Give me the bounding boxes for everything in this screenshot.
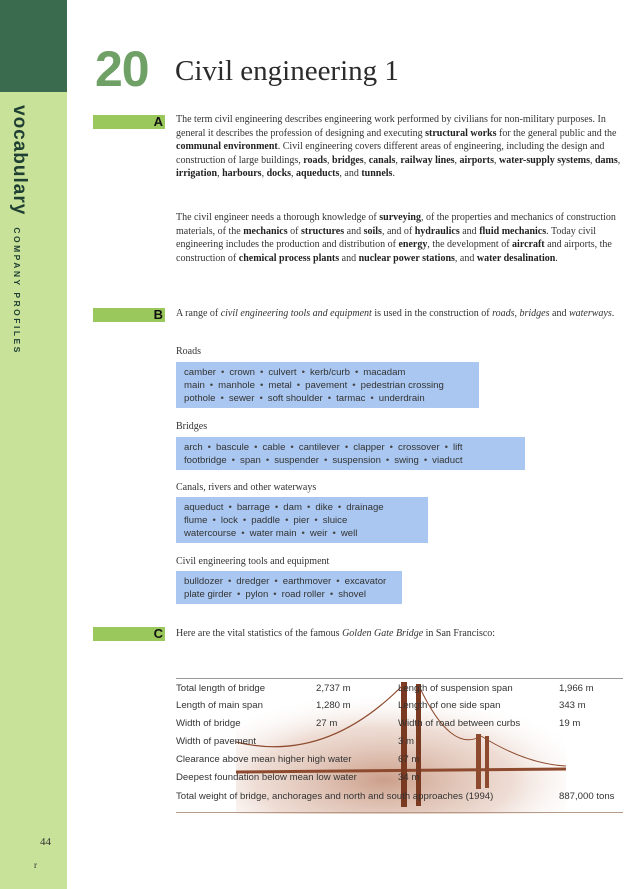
vocabulary-line [184,575,396,588]
vocabulary-word: soft shoulder [267,393,323,404]
vocabulary-line [184,454,519,467]
bullet-separator: • [314,515,318,526]
vocabulary-word: metal [268,380,292,391]
bullet-separator: • [237,589,241,600]
vocabulary-line [184,366,473,379]
bullet-separator: • [241,528,245,539]
vocabulary-word: pedestrian crossing [360,380,444,391]
vocabulary-word: cantilever [298,442,340,453]
stat-value: 1,966 m [559,683,594,694]
bullet-separator: • [301,528,305,539]
bullet-separator: • [329,589,334,600]
roads-vocabulary-box [176,362,479,408]
sidebar-company-profiles: COMPANY PROFILES [12,227,22,355]
vocabulary-word: culvert [268,367,297,378]
vocabulary-word: pothole [184,393,216,404]
bridges-heading: Bridges [176,421,208,432]
vocabulary-word: plate girder [184,589,232,600]
section-a-paragraph-1: The term civil engineering describes engineering work performed by civilians for non-military purposes. In general it describes the profession of designing and executing structural works for the general public and the communal environment. Civil engineering covers different areas of engineering, including the design and construction of large buildings, roads, bridges, canals, railway lines, airports, water-supply systems, dams, irrigation, harbours, docks, aqueducts, and tunnels. [176,114,621,180]
section-a-paragraph-2: The civil engineer needs a thorough knowledge of surveying, of the properties and mechanics of construction materials, of the mechanics of structures and soils, and of hydraulics and fluid mechanics. Today civil engineering includes the production and distribution of energy, the development of aircraft and airports, the construction of chemical process plants and nuclear power stations, and water desalination. [176,212,616,264]
bullet-separator: • [207,442,212,453]
vocabulary-word: clapper [353,442,385,453]
bullet-separator: • [212,515,216,526]
vocabulary-word: viaduct [432,455,463,466]
vocabulary-word: crossover [398,442,440,453]
bullet-separator: • [242,515,247,526]
vocabulary-word: arch [184,442,203,453]
stat-value: 1,280 m [316,700,351,711]
vocabulary-word: swing [394,455,419,466]
stat-label: Length of one side span [398,700,501,711]
bullet-separator: • [324,455,328,466]
bullet-separator: • [332,528,336,539]
bullet-separator: • [221,367,225,378]
bullet-separator: • [352,380,356,391]
section-b-marker [93,308,165,322]
vocabulary-word: drainage [346,502,384,513]
bullet-separator: • [254,442,258,453]
statistics-rule [176,678,623,679]
vocabulary-word: cable [262,442,286,453]
vocabulary-word: barrage [236,502,270,513]
bullet-separator: • [259,367,264,378]
golden-gate-statistics [176,678,623,814]
bullet-separator: • [301,367,305,378]
bullet-separator: • [389,442,394,453]
corner-mark: r [34,860,37,870]
stat-value: 2,737 m [316,683,351,694]
bullet-separator: • [327,393,332,404]
vocabulary-word: dam [283,502,302,513]
section-b-intro: A range of civil engineering tools and equipment is used in the construction of roads, bridges and waterways. [176,308,615,319]
vocabulary-word: suspender [274,455,320,466]
vocabulary-line [184,379,473,392]
waterways-heading: Canals, rivers and other waterways [176,482,317,493]
vocabulary-line [184,501,422,514]
bullet-separator: • [274,502,279,513]
sidebar-vocabulary: vocabulary [9,105,30,216]
bullet-separator: • [259,380,264,391]
vocabulary-word: aqueduct [184,502,224,513]
bullet-separator: • [273,589,277,600]
vocabulary-word: pavement [305,380,348,391]
bullet-separator: • [336,576,340,587]
tools-heading: Civil engineering tools and equipment [176,556,330,567]
bullet-separator: • [444,442,448,453]
vocabulary-word: kerb/curb [309,367,350,378]
stat-label: Width of bridge [176,718,241,729]
stat-value: 887,000 tons [559,791,615,802]
vocabulary-word: shovel [338,589,366,600]
bullet-separator: • [344,442,349,453]
bullet-separator: • [228,502,232,513]
tools-vocabulary-box [176,571,402,604]
vocabulary-line [184,392,473,405]
stat-label: Clearance above mean higher high water [176,754,352,765]
vocabulary-word: pier [293,515,310,526]
bullet-separator: • [227,576,232,587]
stat-label: Length of main span [176,700,263,711]
vocabulary-word: underdrain [378,393,425,404]
statistics-bottom-rule [176,812,623,813]
stat-label: Total weight of bridge, anchorages and north and south approaches (1994) [176,791,494,802]
sidebar-label [8,105,30,355]
vocabulary-line [184,588,396,601]
vocabulary-word: bulldozer [184,576,223,587]
vocabulary-word: excavator [344,576,387,587]
vocabulary-word: footbridge [184,455,227,466]
bullet-separator: • [259,393,263,404]
vocabulary-word: macadam [363,367,406,378]
vocabulary-word: weir [309,528,328,539]
vocabulary-word: dike [315,502,333,513]
vocabulary-word: dredger [236,576,270,587]
vocabulary-line [184,514,422,527]
bullet-separator: • [265,455,270,466]
unit-title: Civil engineering 1 [175,55,399,87]
vocabulary-word: suspension [332,455,381,466]
stat-label: Width of pavement [176,736,256,747]
vocabulary-word: earthmover [282,576,332,587]
vocabulary-word: watercourse [184,528,237,539]
stat-value: 19 m [559,718,581,729]
vocabulary-line [184,441,519,454]
stat-label: Deepest foundation below mean low water [176,772,357,783]
stat-value: 67 m [398,754,420,765]
vocabulary-word: crown [229,367,255,378]
vocabulary-word: camber [184,367,216,378]
bullet-separator: • [423,455,428,466]
vocabulary-word: water main [249,528,297,539]
bullet-separator: • [306,502,311,513]
bullet-separator: • [209,380,214,391]
section-b-letter: B [153,307,163,322]
vocabulary-word: manhole [218,380,255,391]
stat-value: 34 m [398,772,420,783]
bullet-separator: • [274,576,278,587]
vocabulary-word: sluice [322,515,348,526]
vocabulary-word: pylon [245,589,269,600]
stat-label: Width of road between curbs [398,718,521,729]
stat-value: 27 m [316,718,338,729]
vocabulary-word: tarmac [336,393,366,404]
bullet-separator: • [220,393,224,404]
section-a-letter: A [153,114,163,129]
vocabulary-word: main [184,380,205,391]
vocabulary-word: lock [220,515,238,526]
vocabulary-line [184,527,422,540]
bullet-separator: • [337,502,342,513]
page-number: 44 [40,836,51,848]
stat-label: Length of suspension span [398,683,513,694]
vocabulary-word: span [240,455,261,466]
section-a-marker [93,115,165,129]
vocabulary-word: paddle [251,515,281,526]
vocabulary-word: lift [452,442,463,453]
bullet-separator: • [285,515,289,526]
vocabulary-word: sewer [228,393,255,404]
bullet-separator: • [290,442,294,453]
sidebar-header-block [0,0,67,92]
vocabulary-word: bascule [216,442,250,453]
bullet-separator: • [385,455,390,466]
bridges-vocabulary-box [176,437,525,470]
stat-value: 3 m [398,736,414,747]
vocabulary-word: road roller [281,589,325,600]
roads-heading: Roads [176,346,201,357]
bullet-separator: • [231,455,236,466]
section-c-marker [93,627,165,641]
vocabulary-word: flume [184,515,208,526]
bullet-separator: • [370,393,374,404]
section-c-intro: Here are the vital statistics of the famous Golden Gate Bridge in San Francisco: [176,628,496,639]
stat-label: Total length of bridge [176,683,266,694]
bullet-separator: • [296,380,301,391]
section-c-letter: C [153,626,163,641]
unit-number: 20 [95,41,149,97]
stat-value: 343 m [559,700,586,711]
bullet-separator: • [354,367,359,378]
vocabulary-word: well [340,528,358,539]
waterways-vocabulary-box [176,497,428,543]
